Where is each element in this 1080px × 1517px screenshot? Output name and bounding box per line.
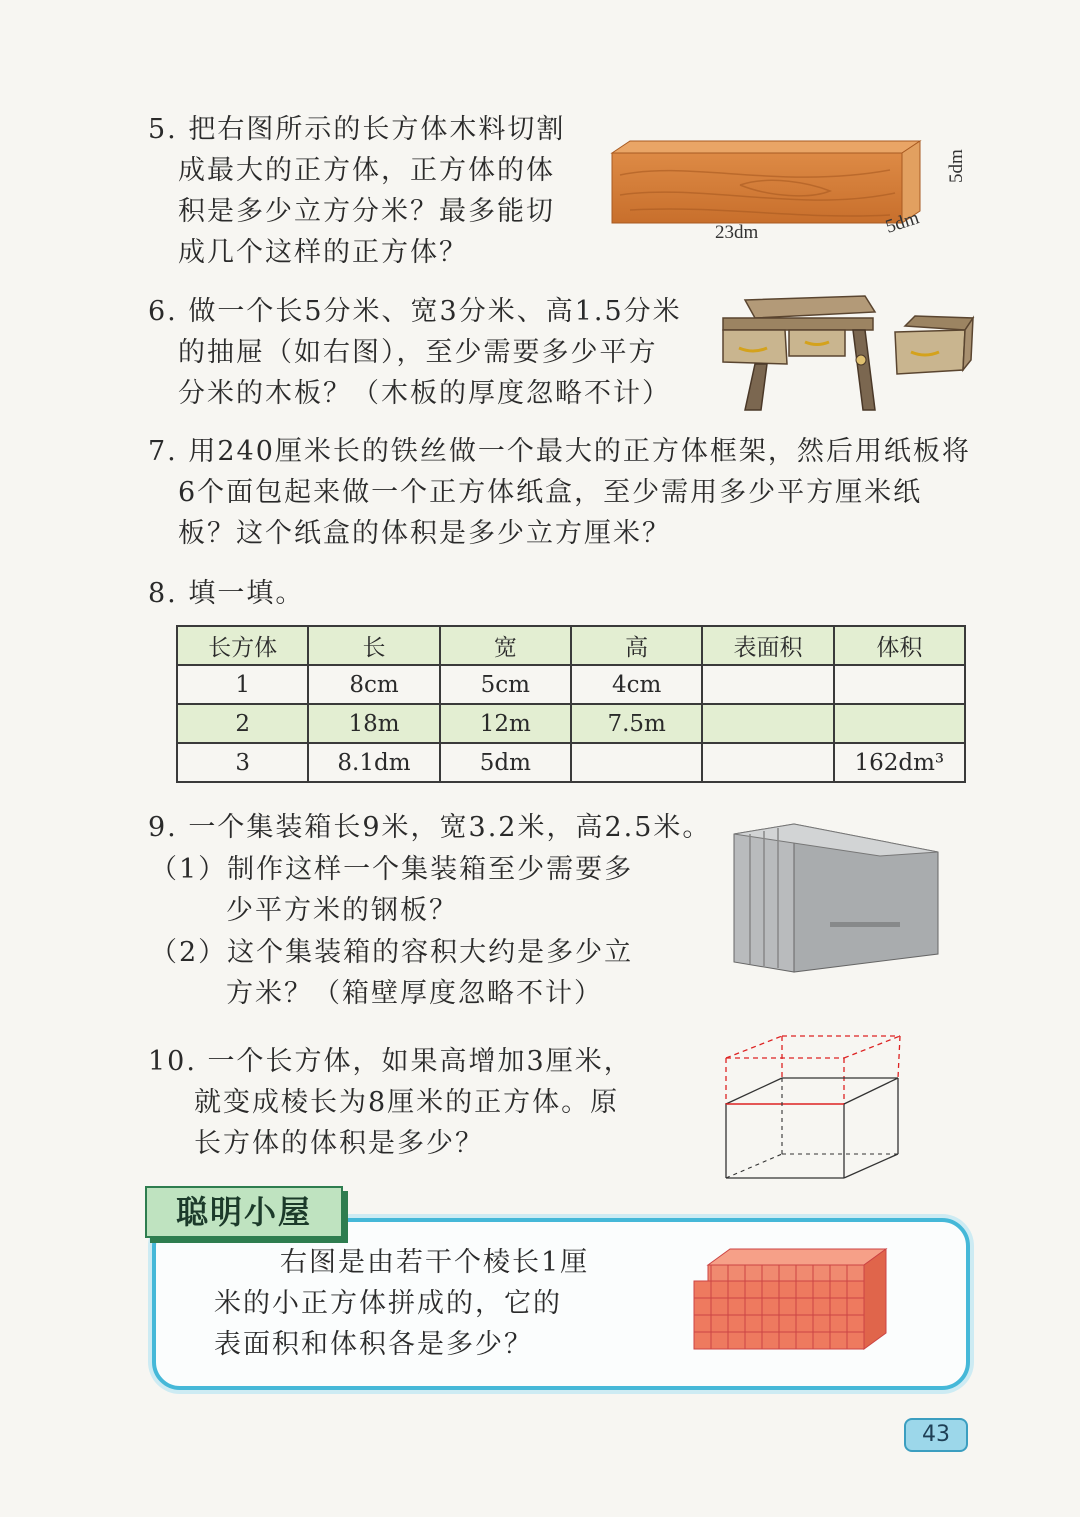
- table-header-cell: 表面积: [702, 626, 833, 665]
- q5-line-4: 成几个这样的正方体？: [178, 237, 468, 268]
- q9-line-3: 少平方米的钢板？: [226, 895, 458, 926]
- q7-line-2: 6个面包起来做一个正方体纸盒，至少需用多少平方厘米纸: [178, 477, 923, 508]
- table-row: [177, 665, 965, 704]
- table-cell: [571, 743, 702, 782]
- fill-table: [176, 625, 966, 783]
- table-header-cell: 长方体: [177, 626, 308, 665]
- room-line-3: 表面积和体积各是多少？: [214, 1329, 533, 1360]
- small-cubes-illustration: [690, 1245, 890, 1360]
- table-cell: 18m: [308, 704, 439, 743]
- table-cell: 162dm³: [834, 743, 965, 782]
- table-cell: 8.1dm: [308, 743, 439, 782]
- table-header-row: [177, 626, 965, 665]
- length-label: 23dm: [715, 222, 759, 243]
- q7-line-3: 板？这个纸盒的体积是多少立方厘米？: [178, 518, 671, 549]
- table-cell: [702, 743, 833, 782]
- q6-line-1: 6. 做一个长5分米、宽3分米、高1.5分米: [148, 296, 682, 327]
- q9-line-4: （2）这个集装箱的容积大约是多少立: [150, 937, 634, 968]
- table-cell: 3: [177, 743, 308, 782]
- q8-title: 8. 填一填。: [148, 578, 305, 609]
- q10-line-3: 长方体的体积是多少？: [194, 1128, 484, 1159]
- q5-line-1: 5. 把右图所示的长方体木料切割: [148, 114, 566, 145]
- table-cell: 8cm: [308, 665, 439, 704]
- table-header-cell: 体积: [834, 626, 965, 665]
- page-number: 43: [904, 1418, 968, 1452]
- height-label: 5dm: [946, 149, 967, 183]
- cube-diagram: [718, 1030, 908, 1185]
- q9-line-2: （1）制作这样一个集装箱至少需要多: [150, 854, 634, 885]
- table-cell: 5cm: [440, 665, 571, 704]
- q10-line-1: 10. 一个长方体，如果高增加3厘米，: [148, 1046, 633, 1077]
- q10-line-2: 就变成棱长为8厘米的正方体。原: [194, 1087, 620, 1118]
- q5-line-3: 积是多少立方分米？最多能切: [178, 196, 555, 227]
- q9-line-5: 方米？（箱壁厚度忽略不计）: [226, 978, 603, 1009]
- table-cell: 2: [177, 704, 308, 743]
- table-cell: [702, 704, 833, 743]
- table-cell: 1: [177, 665, 308, 704]
- table-cell: 5dm: [440, 743, 571, 782]
- q9-line-1: 9. 一个集装箱长9米，宽3.2米，高2.5米。: [148, 812, 712, 843]
- table-header-cell: 高: [571, 626, 702, 665]
- table-cell: [834, 665, 965, 704]
- q7-line-1: 7. 用240厘米长的铁丝做一个最大的正方体框架，然后用纸板将: [148, 436, 971, 467]
- table-header-cell: 长: [308, 626, 439, 665]
- width-label: 5dm: [883, 207, 922, 238]
- wood-block-illustration: [600, 135, 967, 250]
- table-cell: 12m: [440, 704, 571, 743]
- q5-line-2: 成最大的正方体，正方体的体: [178, 155, 555, 186]
- q6-line-3: 分米的木板？（木板的厚度忽略不计）: [178, 378, 671, 409]
- table-row: [177, 743, 965, 782]
- table-row: [177, 704, 965, 743]
- table-cell: [834, 704, 965, 743]
- table-cell: [702, 665, 833, 704]
- table-cell: 7.5m: [571, 704, 702, 743]
- room-line-1: 右图是由若干个棱长1厘: [280, 1247, 590, 1278]
- desk-drawer-illustration: [715, 290, 980, 420]
- clever-corner-title: 聪明小屋: [145, 1186, 343, 1238]
- table-header-cell: 宽: [440, 626, 571, 665]
- room-line-2: 米的小正方体拼成的，它的: [214, 1288, 562, 1319]
- shipping-container-illustration: [730, 822, 945, 982]
- table-cell: 4cm: [571, 665, 702, 704]
- q6-line-2: 的抽屉（如右图），至少需要多少平方: [178, 337, 658, 368]
